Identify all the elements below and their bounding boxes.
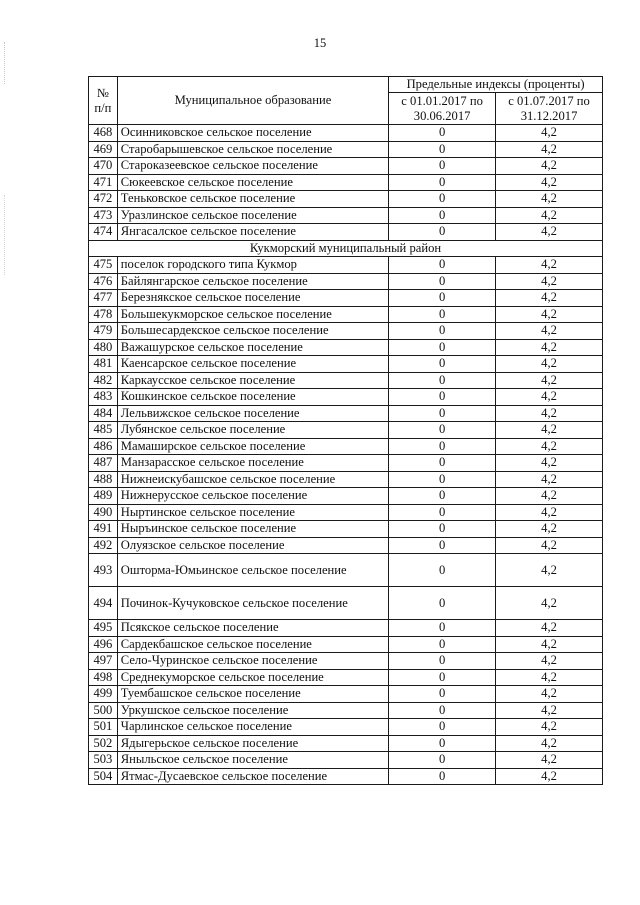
table-row xyxy=(89,669,603,686)
table-row xyxy=(89,702,603,719)
district-section xyxy=(89,240,603,257)
row-index-period-2: 4,2 xyxy=(496,158,603,175)
row-index-period-2: 4,2 xyxy=(496,191,603,208)
row-index-period-1: 0 xyxy=(389,257,496,274)
row-number: 472 xyxy=(89,191,118,208)
row-number: 486 xyxy=(89,438,118,455)
row-number: 498 xyxy=(89,669,118,686)
row-number: 470 xyxy=(89,158,118,175)
row-index-period-1: 0 xyxy=(389,141,496,158)
table-row xyxy=(89,191,603,208)
row-index-period-1: 0 xyxy=(389,372,496,389)
row-number: 477 xyxy=(89,290,118,307)
row-municipality: Березнякское сельское поселение xyxy=(117,290,388,307)
row-index-period-1: 0 xyxy=(389,669,496,686)
row-index-period-1: 0 xyxy=(389,339,496,356)
row-index-period-1: 0 xyxy=(389,405,496,422)
row-number: 469 xyxy=(89,141,118,158)
table-row xyxy=(89,537,603,554)
row-municipality: Важашурское сельское поселение xyxy=(117,339,388,356)
row-number: 494 xyxy=(89,587,118,620)
table-row xyxy=(89,719,603,736)
row-index-period-2: 4,2 xyxy=(496,471,603,488)
row-index-period-2: 4,2 xyxy=(496,620,603,637)
row-municipality: Сардекбашское сельское поселение xyxy=(117,636,388,653)
row-index-period-2: 4,2 xyxy=(496,719,603,736)
row-number: 468 xyxy=(89,125,118,142)
row-number: 473 xyxy=(89,207,118,224)
row-number: 492 xyxy=(89,537,118,554)
row-index-period-2: 4,2 xyxy=(496,141,603,158)
row-index-period-1: 0 xyxy=(389,702,496,719)
table-body-top xyxy=(89,125,603,241)
row-index-period-1: 0 xyxy=(389,455,496,472)
row-index-period-1: 0 xyxy=(389,207,496,224)
table-row xyxy=(89,273,603,290)
row-index-period-1: 0 xyxy=(389,620,496,637)
header-group: Предельные индексы (проценты) xyxy=(389,77,603,93)
row-municipality: Олуязское сельское поселение xyxy=(117,537,388,554)
table-row xyxy=(89,752,603,769)
row-number: 485 xyxy=(89,422,118,439)
row-index-period-2: 4,2 xyxy=(496,488,603,505)
row-municipality: Нижнеискубашское сельское поселение xyxy=(117,471,388,488)
table-row xyxy=(89,389,603,406)
row-number: 481 xyxy=(89,356,118,373)
row-number: 483 xyxy=(89,389,118,406)
row-index-period-1: 0 xyxy=(389,290,496,307)
row-municipality: Чарлинское сельское поселение xyxy=(117,719,388,736)
table-body-bottom xyxy=(89,257,603,785)
row-index-period-1: 0 xyxy=(389,389,496,406)
row-index-period-2: 4,2 xyxy=(496,686,603,703)
table-row xyxy=(89,653,603,670)
row-index-period-1: 0 xyxy=(389,488,496,505)
row-index-period-1: 0 xyxy=(389,306,496,323)
table-row xyxy=(89,422,603,439)
row-index-period-2: 4,2 xyxy=(496,257,603,274)
row-index-period-1: 0 xyxy=(389,191,496,208)
row-number: 497 xyxy=(89,653,118,670)
row-index-period-2: 4,2 xyxy=(496,455,603,472)
row-number: 484 xyxy=(89,405,118,422)
table-row xyxy=(89,587,603,620)
table-row xyxy=(89,306,603,323)
table-row xyxy=(89,372,603,389)
row-index-period-1: 0 xyxy=(389,224,496,241)
row-index-period-2: 4,2 xyxy=(496,504,603,521)
table-row xyxy=(89,554,603,587)
row-index-period-1: 0 xyxy=(389,356,496,373)
row-index-period-2: 4,2 xyxy=(496,339,603,356)
row-number: 496 xyxy=(89,636,118,653)
row-index-period-2: 4,2 xyxy=(496,752,603,769)
row-number: 479 xyxy=(89,323,118,340)
table-row xyxy=(89,290,603,307)
table-row xyxy=(89,488,603,505)
table-row xyxy=(89,620,603,637)
row-municipality: Ныръинское сельское поселение xyxy=(117,521,388,538)
row-municipality: Уркушское сельское поселение xyxy=(117,702,388,719)
row-number: 487 xyxy=(89,455,118,472)
row-index-period-1: 0 xyxy=(389,587,496,620)
row-municipality: Нижнерусское сельское поселение xyxy=(117,488,388,505)
row-index-period-2: 4,2 xyxy=(496,422,603,439)
row-municipality: Большесардекское сельское поселение xyxy=(117,323,388,340)
table-row xyxy=(89,356,603,373)
row-index-period-2: 4,2 xyxy=(496,587,603,620)
row-municipality: Каркаусское сельское поселение xyxy=(117,372,388,389)
row-index-period-2: 4,2 xyxy=(496,438,603,455)
row-number: 493 xyxy=(89,554,118,587)
indices-table xyxy=(88,76,603,785)
row-municipality: Ошторма-Юмьинское сельское поселение xyxy=(117,554,388,587)
row-index-period-2: 4,2 xyxy=(496,323,603,340)
table-row xyxy=(89,224,603,241)
row-index-period-2: 4,2 xyxy=(496,669,603,686)
header-municipality: Муниципальное образование xyxy=(117,77,388,125)
row-index-period-1: 0 xyxy=(389,735,496,752)
header-period-2: с 01.07.2017 по 31.12.2017 xyxy=(496,93,603,125)
header-period-1: с 01.01.2017 по 30.06.2017 xyxy=(389,93,496,125)
row-municipality: Осинниковское сельское поселение xyxy=(117,125,388,142)
row-index-period-1: 0 xyxy=(389,471,496,488)
row-municipality: Яныльское сельское поселение xyxy=(117,752,388,769)
row-index-period-1: 0 xyxy=(389,653,496,670)
row-index-period-2: 4,2 xyxy=(496,207,603,224)
row-index-period-2: 4,2 xyxy=(496,702,603,719)
row-municipality: Старобарышевское сельское поселение xyxy=(117,141,388,158)
row-number: 475 xyxy=(89,257,118,274)
row-municipality: Село-Чуринское сельское поселение xyxy=(117,653,388,670)
row-index-period-2: 4,2 xyxy=(496,125,603,142)
table-row xyxy=(89,125,603,142)
row-index-period-2: 4,2 xyxy=(496,735,603,752)
row-number: 480 xyxy=(89,339,118,356)
row-municipality: Псякское сельское поселение xyxy=(117,620,388,637)
row-number: 476 xyxy=(89,273,118,290)
row-index-period-1: 0 xyxy=(389,719,496,736)
row-index-period-1: 0 xyxy=(389,174,496,191)
row-index-period-2: 4,2 xyxy=(496,306,603,323)
row-index-period-1: 0 xyxy=(389,537,496,554)
row-index-period-1: 0 xyxy=(389,752,496,769)
row-municipality: Среднекуморское сельское поселение xyxy=(117,669,388,686)
row-index-period-2: 4,2 xyxy=(496,356,603,373)
table-row xyxy=(89,455,603,472)
row-index-period-2: 4,2 xyxy=(496,768,603,785)
table-row xyxy=(89,323,603,340)
row-municipality: Байлянгарское сельское поселение xyxy=(117,273,388,290)
margin-tick-marks xyxy=(4,195,6,275)
row-index-period-1: 0 xyxy=(389,521,496,538)
row-municipality: Лельвижское сельское поселение xyxy=(117,405,388,422)
row-number: 471 xyxy=(89,174,118,191)
table-row xyxy=(89,686,603,703)
table-row xyxy=(89,339,603,356)
row-municipality: Большекукморское сельское поселение xyxy=(117,306,388,323)
row-municipality: Янгасалское сельское поселение xyxy=(117,224,388,241)
table-row xyxy=(89,438,603,455)
row-index-period-2: 4,2 xyxy=(496,537,603,554)
row-index-period-1: 0 xyxy=(389,438,496,455)
row-number: 500 xyxy=(89,702,118,719)
row-index-period-1: 0 xyxy=(389,125,496,142)
row-municipality: Ныртинское сельское поселение xyxy=(117,504,388,521)
row-number: 502 xyxy=(89,735,118,752)
row-index-period-1: 0 xyxy=(389,554,496,587)
row-number: 478 xyxy=(89,306,118,323)
table-row xyxy=(89,405,603,422)
row-index-period-2: 4,2 xyxy=(496,521,603,538)
page-number: 15 xyxy=(313,36,327,50)
row-number: 474 xyxy=(89,224,118,241)
row-index-period-2: 4,2 xyxy=(496,372,603,389)
row-municipality: Ядыгерьское сельское поселение xyxy=(117,735,388,752)
row-number: 482 xyxy=(89,372,118,389)
table-row xyxy=(89,636,603,653)
row-index-period-2: 4,2 xyxy=(496,290,603,307)
row-index-period-2: 4,2 xyxy=(496,174,603,191)
table-row xyxy=(89,471,603,488)
row-index-period-2: 4,2 xyxy=(496,389,603,406)
row-municipality: поселок городского типа Кукмор xyxy=(117,257,388,274)
table-header xyxy=(89,77,603,125)
row-number: 499 xyxy=(89,686,118,703)
row-index-period-1: 0 xyxy=(389,323,496,340)
row-number: 504 xyxy=(89,768,118,785)
table-row xyxy=(89,174,603,191)
table-row xyxy=(89,504,603,521)
row-index-period-2: 4,2 xyxy=(496,405,603,422)
row-index-period-1: 0 xyxy=(389,422,496,439)
row-index-period-2: 4,2 xyxy=(496,636,603,653)
row-index-period-2: 4,2 xyxy=(496,554,603,587)
row-index-period-2: 4,2 xyxy=(496,273,603,290)
row-municipality: Сюкеевское сельское поселение xyxy=(117,174,388,191)
row-number: 490 xyxy=(89,504,118,521)
table-row xyxy=(89,207,603,224)
row-index-period-1: 0 xyxy=(389,686,496,703)
row-municipality: Туембашское сельское поселение xyxy=(117,686,388,703)
row-index-period-2: 4,2 xyxy=(496,224,603,241)
row-number: 495 xyxy=(89,620,118,637)
row-municipality: Теньковское сельское поселение xyxy=(117,191,388,208)
row-number: 491 xyxy=(89,521,118,538)
district-heading: Кукморский муниципальный район xyxy=(89,240,603,257)
table-row xyxy=(89,141,603,158)
table-row xyxy=(89,735,603,752)
row-index-period-2: 4,2 xyxy=(496,653,603,670)
row-number: 503 xyxy=(89,752,118,769)
row-index-period-1: 0 xyxy=(389,158,496,175)
row-municipality: Староказеевское сельское поселение xyxy=(117,158,388,175)
row-number: 501 xyxy=(89,719,118,736)
row-municipality: Лубянское сельское поселение xyxy=(117,422,388,439)
table-row xyxy=(89,158,603,175)
row-index-period-1: 0 xyxy=(389,768,496,785)
table-row xyxy=(89,257,603,274)
row-municipality: Мамаширское сельское поселение xyxy=(117,438,388,455)
row-index-period-1: 0 xyxy=(389,504,496,521)
row-number: 489 xyxy=(89,488,118,505)
header-num: № п/п xyxy=(89,77,118,125)
row-index-period-1: 0 xyxy=(389,636,496,653)
row-index-period-1: 0 xyxy=(389,273,496,290)
row-municipality: Манзарасское сельское поселение xyxy=(117,455,388,472)
row-number: 488 xyxy=(89,471,118,488)
row-municipality: Уразлинское сельское поселение xyxy=(117,207,388,224)
row-municipality: Каенсарское сельское поселение xyxy=(117,356,388,373)
row-municipality: Починок-Кучуковское сельское поселение xyxy=(117,587,388,620)
row-municipality: Кошкинское сельское поселение xyxy=(117,389,388,406)
table-row xyxy=(89,521,603,538)
row-municipality: Ятмас-Дусаевское сельское поселение xyxy=(117,768,388,785)
table-row xyxy=(89,768,603,785)
